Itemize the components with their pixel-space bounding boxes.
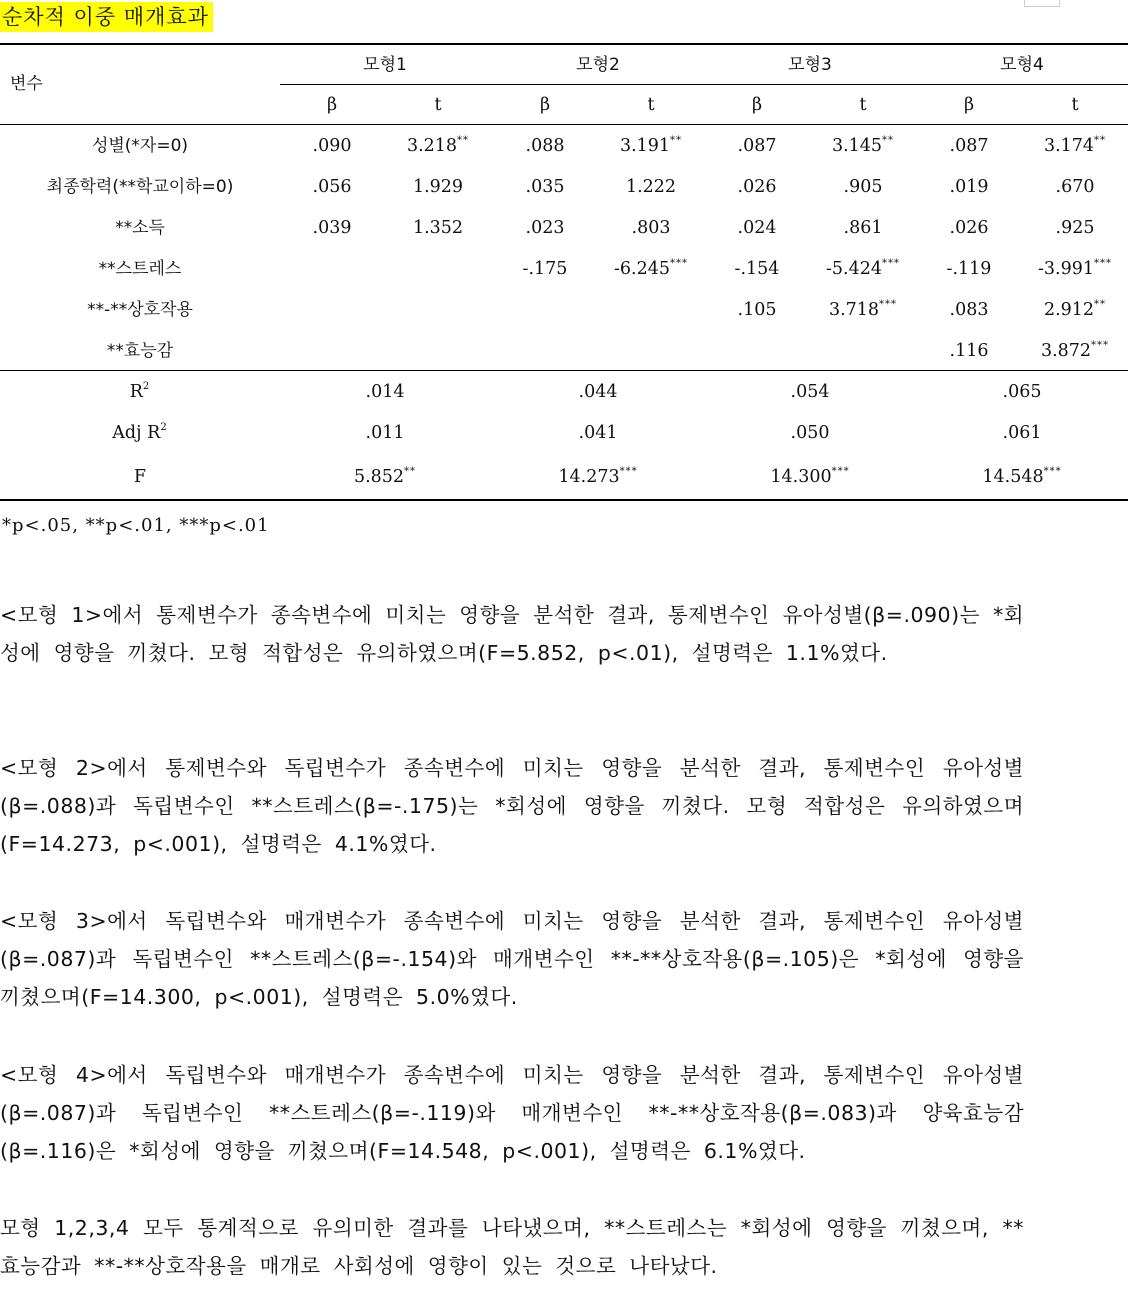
t-value-text: 1.222 xyxy=(625,177,677,197)
summary-value-superscript: *** xyxy=(1043,466,1062,477)
summary-value-text: .054 xyxy=(790,382,830,402)
table-bottom-rule xyxy=(0,499,1128,501)
t-value xyxy=(955,290,1136,330)
beta-value-text: .039 xyxy=(312,218,352,238)
beta-value-text: -.154 xyxy=(734,259,780,279)
summary-value-text: .050 xyxy=(790,423,830,443)
summary-value-superscript: ** xyxy=(404,466,417,477)
model-header xyxy=(478,45,718,85)
paragraph-model-1: <모형 1>에서 통제변수가 종속변수에 미치는 영향을 분석한 결과, 통제변수인 유아성별(β=.090)는 *회성에 영향을 끼쳤다. 모형 적합성은 유의하였으며(F=5.852, p<.01), 설명력은 1.1%였다. xyxy=(0,603,1024,665)
t-header-text: t xyxy=(859,95,867,115)
beta-header-text: β xyxy=(751,95,763,115)
t-header-text: t xyxy=(434,95,442,115)
summary-value xyxy=(902,457,1136,497)
beta-value-text: .087 xyxy=(949,136,989,156)
t-value-text: 1.352 xyxy=(412,218,464,238)
variable-header: 변수 xyxy=(10,74,43,94)
beta-value-text: .056 xyxy=(312,177,352,197)
t-value-superscript: ** xyxy=(457,135,470,146)
summary-value-superscript: *** xyxy=(831,466,850,477)
t-value-superscript: *** xyxy=(1094,258,1112,269)
t-value-text: -5.424 xyxy=(825,259,882,279)
summary-value-text: .011 xyxy=(365,423,405,443)
beta-value-text: .023 xyxy=(525,218,565,238)
summary-value-text: .065 xyxy=(1002,382,1042,402)
t-value-superscript: ** xyxy=(882,135,895,146)
summary-value xyxy=(478,457,718,497)
summary-value-superscript: *** xyxy=(619,466,638,477)
beta-value-text: .019 xyxy=(949,177,989,197)
t-header-text: t xyxy=(1071,95,1079,115)
t-value xyxy=(955,249,1136,289)
beta-value-text: .090 xyxy=(312,136,352,156)
model-header xyxy=(690,45,930,85)
summary-value-text: .061 xyxy=(1002,423,1042,443)
t-value-text: 3.145 xyxy=(831,136,883,156)
t-value-text: .861 xyxy=(843,218,883,238)
row-label xyxy=(20,290,260,330)
t-value-text: .925 xyxy=(1055,218,1095,238)
summary-label xyxy=(20,457,260,497)
t-value-text: .905 xyxy=(843,177,883,197)
paragraph-summary: 모형 1,2,3,4 모두 통계적으로 유의미한 결과를 나타냈으며, **스트레스는 *회성에 영향을 끼쳤으며, **효능감과 **-**상호작용을 매개로 사회성에 영향이 있는 것으로 나타났다. xyxy=(0,1216,1024,1278)
t-value xyxy=(955,208,1136,248)
summary-value-text: 5.852 xyxy=(353,467,405,487)
model-header-text: 모형3 xyxy=(788,55,832,75)
t-value-text: -6.245 xyxy=(613,259,670,279)
t-value-superscript: *** xyxy=(882,258,900,269)
t-value-text: 2.912 xyxy=(1043,300,1095,320)
summary-label-text: R xyxy=(129,382,143,402)
beta-header-text: β xyxy=(326,95,338,115)
beta-value-text: .116 xyxy=(949,341,989,361)
row-label xyxy=(20,331,260,371)
t-value-superscript: *** xyxy=(1091,340,1110,351)
section-title: 순차적 이중 매개효과 xyxy=(0,2,213,32)
t-value-text: 3.174 xyxy=(1043,136,1095,156)
beta-header-text: β xyxy=(539,95,551,115)
t-value-superscript: ** xyxy=(1094,135,1107,146)
summary-value-text: .044 xyxy=(578,382,618,402)
t-value-text: 3.718 xyxy=(828,300,880,320)
t-header-text: t xyxy=(647,95,655,115)
paragraph-model-3: <모형 3>에서 독립변수와 매개변수가 종속변수에 미치는 영향을 분석한 결과, 통제변수인 유아성별(β=.087)과 독립변수인 **스트레스(β=-.154)와 매개변수인 **-**상호작용(β=.105)은 *회성에 영향을 끼쳤으며(F=14.300, p<.001), 설명력은 5.0%였다. xyxy=(0,909,1024,1009)
row-label-text: **스트레스 xyxy=(98,259,182,279)
summary-label-text: Adj R xyxy=(112,423,161,443)
summary-value-text: .041 xyxy=(578,423,618,443)
summary-label-superscript: 2 xyxy=(160,422,168,433)
beta-value-text: .088 xyxy=(525,136,565,156)
beta-value-text: -.119 xyxy=(946,259,992,279)
row-label-text: **-**상호작용 xyxy=(87,300,193,320)
summary-value xyxy=(265,372,505,412)
summary-value xyxy=(265,413,505,453)
t-value-superscript: ** xyxy=(1094,299,1107,310)
t-value xyxy=(955,126,1136,166)
beta-value-text: .035 xyxy=(525,177,565,197)
summary-value xyxy=(902,372,1136,412)
summary-value xyxy=(690,413,930,453)
significance-footnote xyxy=(2,512,270,540)
t-value-text: -3.991 xyxy=(1037,259,1094,279)
t-value-text: 3.191 xyxy=(619,136,671,156)
t-value-text: .670 xyxy=(1055,177,1095,197)
summary-label-superscript: 2 xyxy=(142,381,151,392)
page-corner-marker xyxy=(1024,0,1060,7)
beta-value-text: .026 xyxy=(949,218,989,238)
summary-value xyxy=(478,372,718,412)
beta-header-text: β xyxy=(963,95,975,115)
t-value xyxy=(955,167,1136,207)
model-header-text: 모형4 xyxy=(1000,55,1044,75)
summary-value xyxy=(690,372,930,412)
row-label xyxy=(20,249,260,289)
summary-value-text: 14.548 xyxy=(982,467,1044,487)
paragraph-model-4: <모형 4>에서 독립변수와 매개변수가 종속변수에 미치는 영향을 분석한 결과, 통제변수인 유아성별(β=.087)과 독립변수인 **스트레스(β=-.119)와 매개변수인 **-**상호작용(β=.083)과 양육효능감(β=.116)은 *회성에 영향을 끼쳤으며(F=14.548, p<.001), 설명력은 6.1%였다. xyxy=(0,1063,1024,1163)
summary-value-text: .014 xyxy=(365,382,405,402)
summary-label-text: F xyxy=(133,467,147,487)
beta-value-text: -.175 xyxy=(522,259,568,279)
t-value-superscript: *** xyxy=(879,299,898,310)
t-value-text: 3.218 xyxy=(406,136,458,156)
summary-value xyxy=(690,457,930,497)
row-label-text: **효능감 xyxy=(106,341,174,361)
paragraph-model-2: <모형 2>에서 통제변수와 독립변수가 종속변수에 미치는 영향을 분석한 결과, 통제변수인 유아성별(β=.088)과 독립변수인 **스트레스(β=-.175)는 *회성에 영향을 끼쳤다. 모형 적합성은 유의하였으며(F=14.273, p<.001), 설명력은 4.1%였다. xyxy=(0,756,1024,856)
model-header-text: 모형1 xyxy=(363,55,407,75)
row-label-text: 성별(*자=0) xyxy=(91,136,189,156)
summary-label xyxy=(20,372,260,412)
summary-label xyxy=(20,413,260,453)
t-value-text: 3.872 xyxy=(1040,341,1092,361)
row-label-text: **소득 xyxy=(115,218,165,238)
t-value-superscript: ** xyxy=(670,135,683,146)
beta-value-text: .087 xyxy=(737,136,777,156)
t-value xyxy=(955,331,1136,371)
model-header xyxy=(902,45,1136,85)
summary-value-text: 14.273 xyxy=(558,467,620,487)
t-header xyxy=(955,85,1136,125)
row-label-text: 최종학력(**학교이하=0) xyxy=(46,177,234,197)
summary-value-text: 14.300 xyxy=(770,467,832,487)
summary-value xyxy=(265,457,505,497)
model-header-text: 모형2 xyxy=(576,55,620,75)
footnote-text: *p<.05, **p<.01, ***p<.01 xyxy=(2,515,270,536)
summary-value xyxy=(902,413,1136,453)
beta-value-text: .026 xyxy=(737,177,777,197)
summary-value xyxy=(478,413,718,453)
t-value-superscript: *** xyxy=(670,258,688,269)
beta-value-text: .024 xyxy=(737,218,777,238)
beta-value-text: .083 xyxy=(949,300,989,320)
t-value-text: 1.929 xyxy=(412,177,464,197)
model-header xyxy=(265,45,505,85)
t-value-text: .803 xyxy=(631,218,671,238)
beta-value-text: .105 xyxy=(737,300,777,320)
